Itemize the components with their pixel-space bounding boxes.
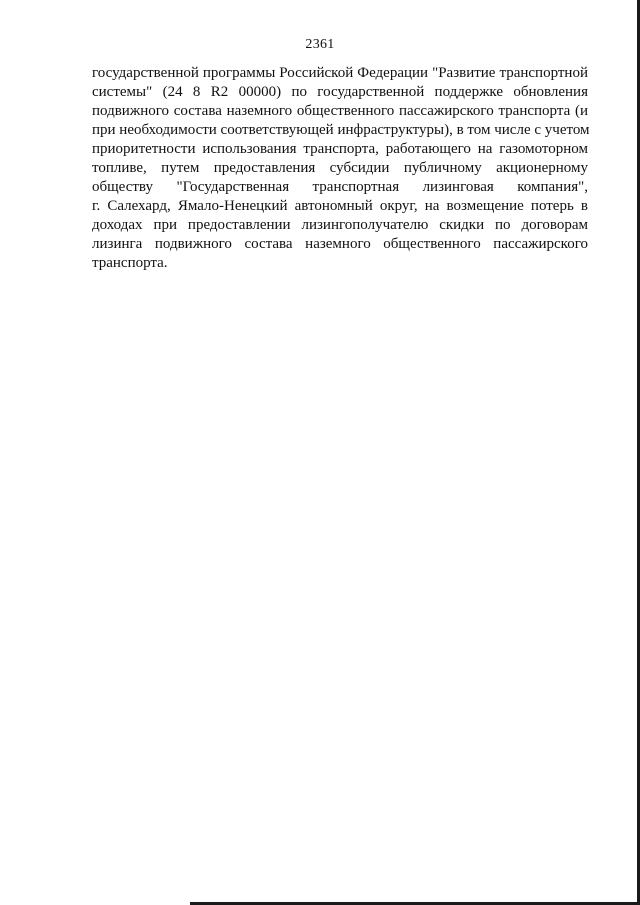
text-line: лизинга подвижного состава наземного общественного пассажирского — [92, 236, 588, 252]
text-line: государственной программы Российской Федерации "Развитие транспортной — [92, 65, 588, 81]
page-number: 2361 — [305, 37, 335, 52]
text-line: доходах при предоставлении лизингополучателю скидки по договорам — [92, 217, 588, 233]
text-line: обществу "Государственная транспортная лизинговая компания", — [92, 179, 588, 195]
text-line: приоритетности использования транспорта, работающего на газомоторном — [92, 141, 588, 157]
text-line: при необходимости соответствующей инфраструктуры), в том числе с учетом — [92, 122, 590, 138]
text-line: топливе, путем предоставления субсидии публичному акционерному — [92, 160, 588, 176]
body-paragraph — [92, 64, 588, 273]
text-line: г. Салехард, Ямало-Ненецкий автономный округ, на возмещение потерь в — [92, 198, 588, 214]
text-line: подвижного состава наземного общественного пассажирского транспорта (и — [92, 103, 588, 119]
text-line: системы" (24 8 R2 00000) по государственной поддержке обновления — [92, 84, 588, 100]
text-line: транспорта. — [92, 255, 168, 271]
